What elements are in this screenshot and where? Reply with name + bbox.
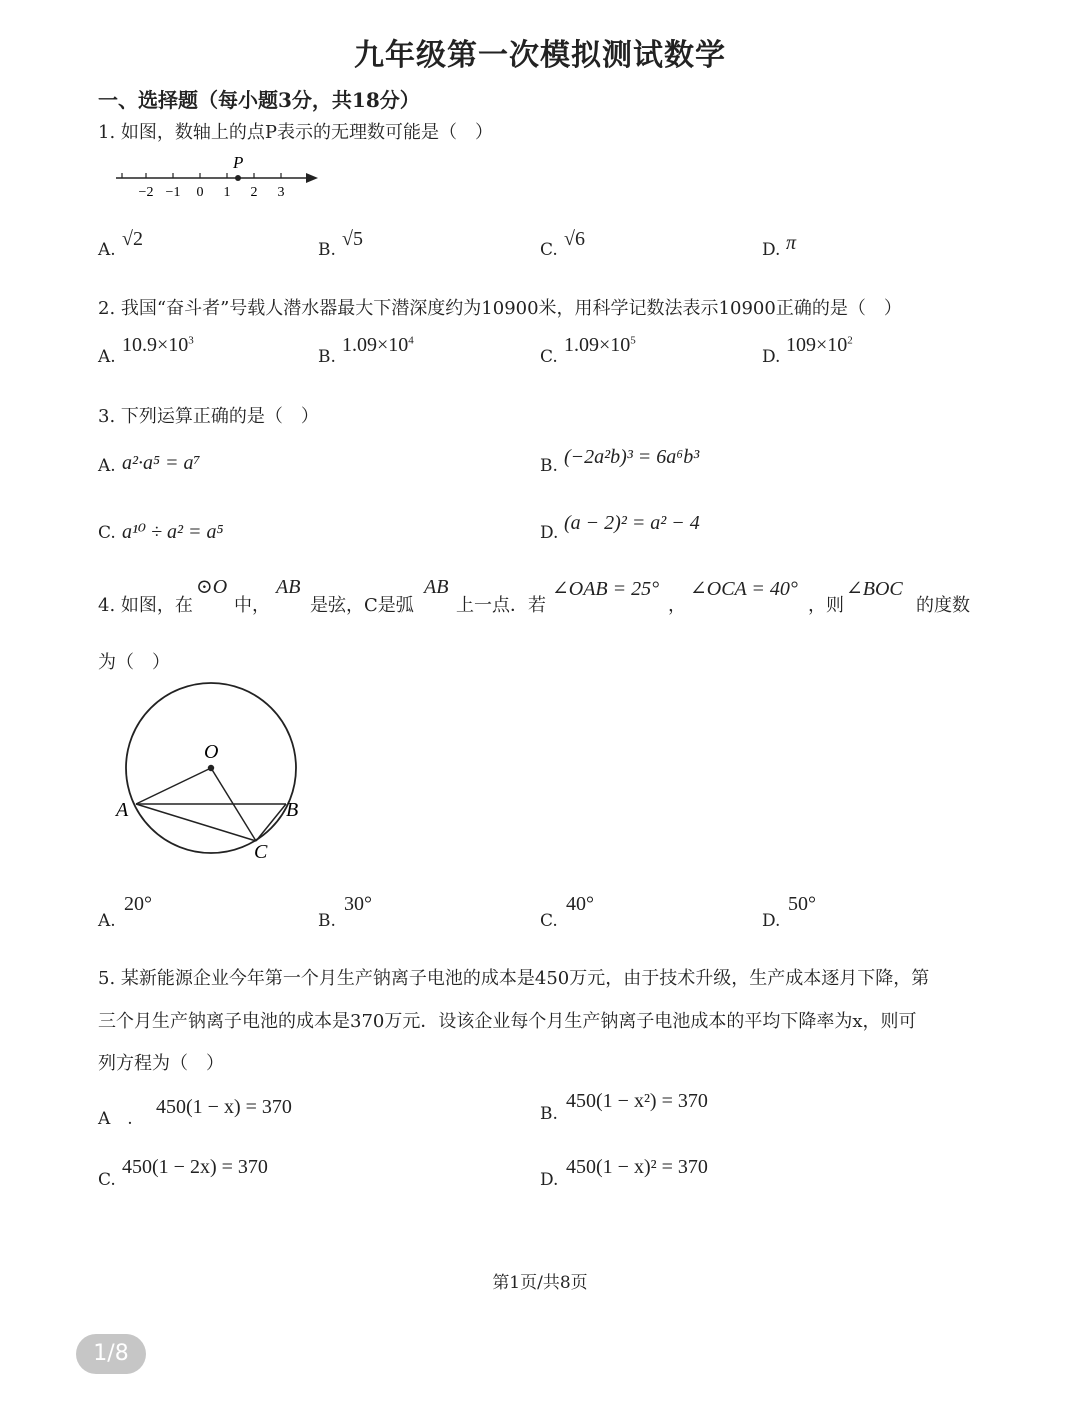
center-point (208, 765, 214, 771)
q4-option-b-label: B. (318, 911, 336, 931)
q3-option-a-label: A. (98, 456, 116, 476)
segment-ac (136, 804, 256, 841)
number-line-tick-label: −2 (138, 185, 154, 200)
q5-option-b-label: B. (540, 1104, 558, 1124)
q5-option-a: 450(1 − x) = 370 (156, 1096, 292, 1118)
page-title: 九年级第一次模拟测试数学 (354, 38, 726, 73)
label-b: B (286, 799, 299, 821)
q4-option-c-label: C. (540, 911, 558, 931)
q1-option-b: √5 (342, 228, 363, 250)
page-footer: 第1页/共8页 (492, 1273, 588, 1293)
section-heading: 一、选择题（每小题3分，共18分） (98, 88, 420, 112)
q4-option-d: 50° (788, 893, 816, 915)
number-line-tick-label: −1 (165, 185, 181, 200)
q1-option-d: π (786, 232, 797, 254)
q3-stem: 3. 下列运算正确的是（ ） (98, 406, 319, 427)
page-indicator[interactable]: 1/8 (76, 1334, 146, 1374)
q2-option-a-label: A. (98, 347, 116, 367)
segment-bc (256, 804, 286, 841)
q4-option-b: 30° (344, 893, 372, 915)
q2-option-a: $10.9\times 10^3$ (122, 334, 194, 356)
q1-option-b-label: B. (318, 240, 336, 260)
q1-stem: 1. 如图，数轴上的点P表示的无理数可能是（ ） (98, 122, 494, 143)
q4-circle-figure (104, 678, 324, 862)
q4-angle-boc: ∠BOC (846, 578, 903, 600)
label-c: C (254, 841, 268, 862)
q4-stem-part-3: 中， (234, 595, 270, 616)
q1-option-c: √6 (564, 228, 585, 250)
q2-option-c-label: C. (540, 347, 558, 367)
q4-circle-o: ⊙O (196, 576, 228, 598)
q4-option-a: 20° (124, 893, 152, 915)
number-line-tick-label: 2 (250, 185, 258, 200)
q2-option-d: $109\times 10^2$ (786, 334, 853, 356)
point-p (235, 175, 241, 181)
q5-option-c-label: C. (98, 1170, 116, 1190)
point-p-label: P (233, 153, 244, 172)
q5-stem-line-3: 列方程为（ ） (98, 1053, 224, 1074)
q5-option-b: 450(1 − x²) = 370 (566, 1090, 708, 1112)
q5-option-c: 450(1 − 2x) = 370 (122, 1156, 268, 1178)
q4-option-c: 40° (566, 893, 594, 915)
q4-stem-line-2: 为（ ） (98, 652, 170, 673)
q4-stem-comma: ， (668, 595, 686, 616)
number-line-tick-label: 0 (196, 185, 204, 200)
q4-stem-part-5: 是弦，C是弧 (310, 595, 414, 616)
q4-arc-ab: AB (424, 576, 449, 598)
q1-option-d-label: D. (762, 240, 781, 260)
q5-option-d-label: D. (540, 1170, 559, 1190)
label-o: O (204, 741, 219, 763)
q2-option-b-label: B. (318, 347, 336, 367)
label-a: A (116, 799, 129, 821)
q3-option-c-label: C. (98, 523, 116, 543)
number-line-arrow (306, 173, 318, 183)
q4-stem-part-11: ，则 (808, 595, 844, 616)
q3-option-c: a¹⁰ ÷ a² = a⁵ (122, 521, 224, 543)
q4-option-d-label: D. (762, 911, 781, 931)
q1-number-line (110, 148, 330, 204)
q4-angle-oca: ∠OCA = 40° (690, 578, 798, 600)
q2-option-d-label: D. (762, 347, 781, 367)
q1-option-c-label: C. (540, 240, 558, 260)
q4-chord-ab: AB (276, 576, 301, 598)
q5-option-a-label: A . (98, 1109, 133, 1129)
q5-stem-line-2: 三个月生产钠离子电池的成本是370万元．设该企业每个月生产钠离子电池成本的平均下降率为x，则可 (98, 1011, 917, 1032)
q3-option-d-label: D. (540, 523, 559, 543)
q4-stem-part-1: 4. 如图，在 (98, 595, 193, 616)
q5-stem-line-1: 5. 某新能源企业今年第一个月生产钠离子电池的成本是450万元，由于技术升级，生产成本逐月下降，第 (98, 968, 930, 989)
segment-oa (136, 768, 211, 804)
q5-option-d: 450(1 − x)² = 370 (566, 1156, 708, 1178)
q2-stem: 2. 我国“奋斗者”号载人潜水器最大下潜深度约为10900米，用科学记数法表示10900正确的是（ ） (98, 298, 902, 319)
q3-option-b-label: B. (540, 456, 558, 476)
q3-option-a: a²·a⁵ = a⁷ (122, 452, 201, 474)
q4-stem-part-13: 的度数 (916, 595, 970, 616)
q4-stem-part-7: 上一点．若 (456, 595, 546, 616)
q1-option-a-label: A. (98, 240, 116, 260)
number-line-tick-label: 1 (223, 185, 231, 200)
q3-option-d: (a − 2)² = a² − 4 (564, 512, 700, 534)
q4-option-a-label: A. (98, 911, 116, 931)
q3-option-b: (−2a²b)³ = 6a⁶b³ (564, 446, 700, 468)
q2-option-c: $1.09\times 10^5$ (564, 334, 636, 356)
q4-angle-oab: ∠OAB = 25° (552, 578, 660, 600)
q2-option-b: $1.09\times 10^4$ (342, 334, 414, 356)
number-line-tick-label: 3 (277, 185, 285, 200)
q1-option-a: √2 (122, 228, 143, 250)
